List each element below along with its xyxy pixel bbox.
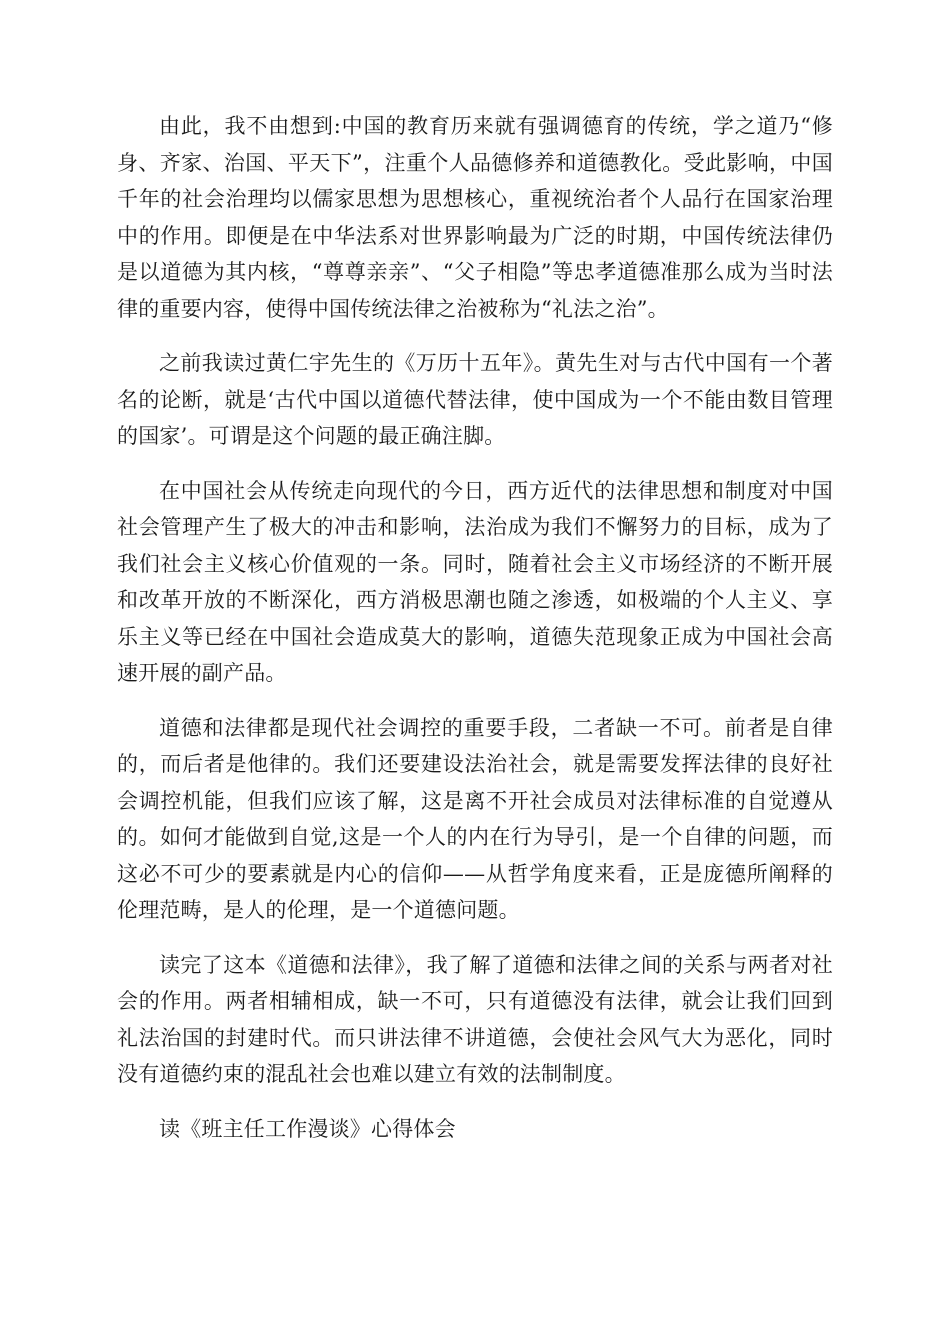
paragraph-3: 在中国社会从传统走向现代的今日，西方近代的法律思想和制度对中国社会管理产生了极大的冲击和影响，法治成为我们不懈努力的目标，成为了我们社会主义核心价值观的一条。同时，随着社会主义市场经济的不断开展和改革开放的不断深化，西方消极思潮也随之渗透，如极端的个人主义、享乐主义等已经在中国社会造成莫大的影响，道德失范现象正成为中国社会高速开展的副产品。 [117,478,833,685]
paragraph-5: 读完了这本《道德和法律》，我了解了道德和法律之间的关系与两者对社会的作用。两者相辅相成，缺一不可，只有道德没有法律，就会让我们回到礼法治国的封建时代。而只讲法律不讲道德，会使社会风气大为恶化，同时没有道德约束的混乱社会也难以建立有效的法制制度。 [117,952,833,1086]
paragraph-2: 之前我读过黄仁宇先生的《万历十五年》。黄先生对与古代中国有一个著名的论断，就是‘古代中国以道德代替法律，使中国成为一个不能由数目管理的国家’。可谓是这个问题的最正确注脚。 [117,351,833,448]
paragraph-4: 道德和法律都是现代社会调控的重要手段，二者缺一不可。前者是自律的，而后者是他律的。我们还要建设法治社会，就是需要发挥法律的良好社会调控机能，但我们应该了解，这是离不开社会成员对法律标准的自觉遵从的。如何才能做到自觉,这是一个人的内在行为导引，是一个自律的问题，而这必不可少的要素就是内心的信仰——从哲学角度来看，正是庞德所阐释的伦理范畴，是人的伦理，是一个道德问题。 [117,715,833,922]
paragraph-1: 由此，我不由想到:中国的教育历来就有强调德育的传统，学之道乃“修身、齐家、治国、平天下”，注重个人品德修养和道德教化。受此影响，中国千年的社会治理均以儒家思想为思想核心，重视统治者个人品行在国家治理中的作用。即便是在中华法系对世界影响最为广泛的时期，中国传统法律仍是以道德为其内核，“尊尊亲亲”、“父子相隐”等忠孝道德准那么成为当时法律的重要内容，使得中国传统法律之治被称为“礼法之治”。 [117,114,833,321]
document-page [117,108,833,1147]
next-section-heading: 读《班主任工作漫谈》心得体会 [159,1116,456,1141]
